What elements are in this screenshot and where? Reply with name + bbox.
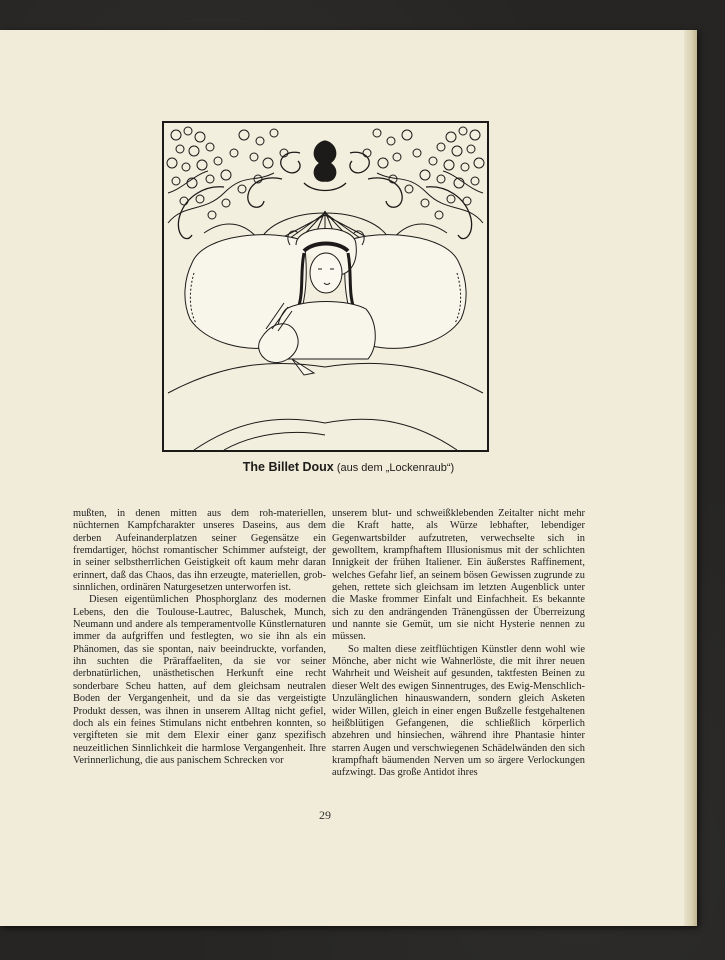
floral-pattern-right — [363, 127, 484, 223]
page-number: 29 — [319, 808, 331, 822]
bed-cover — [168, 363, 483, 450]
paragraph: Diesen eigentümlichen Phosphorglanz des modernen Lebens, den die Toulouse-Lautrec, Baluschek, Munch, Neumann und andere als temperamentvolle Künstlernaturen immer da aufgriffen und festlegten, wo sie ihn als ein Phänomen, das sie spontan, naiv beeindruckte, vorfanden, ihn suchten die Präraffaeliten, da sie vor seiner derbnatürlichen, unästhetischen Herkunft eine recht sonderbare Scheu hatten, auf dem gleichsam neutralen Boden der Vergangenheit, und da sie das vergeistigte Produkt dessen, was ihnen in unserem Alltag nicht gefiel, doch als ein feines Stimulans nicht entbehren konnten, so vergifteten sie mit dem Elexir einer ganz spezifisch neuzeitlichen Sinnlichkeit die harmlose Vergangenheit. Ihre Verinnerlichung, die aus panischem Schrecken vor — [73, 594, 326, 766]
caption-title: The Billet Doux — [242, 460, 334, 474]
figure-caption — [0, 460, 697, 474]
paragraph: So malten diese zeitflüchtigen Künstler denn wohl wie Mönche, aber nicht wie Wahnerlöste, die mit ihrer neuen Wahrheit und Weisheit auf gesunden, taktfesten Beinen zu dieser Welt des ewigen Sinnentruges, des Ewig-Menschlich-Unzulänglichen hinauswandern, sondern gleich Asketen wider Willen, gleich in einer engen Bußzelle festgehaltenen heißblütigen Gefangenen, die schließlich körperlich abzehren und hinsiechen, während ihre Phantasie hinter starren Augen und verschwiegenen Schädelwänden den sich krampfhaft bäumenden Nerven um so ärgere Verlockungen aufzwingt. Das große Antidot ihres — [332, 643, 585, 779]
caption-source: (aus dem „Lockenraub“) — [336, 462, 455, 474]
text-column-right — [332, 508, 585, 780]
page-edge — [684, 30, 697, 926]
illustration-drawing — [164, 123, 487, 450]
paragraph: unserem blut- und schweißklebenden Zeitalter nicht mehr die Kraft hatte, als Würze lebhafter, lebendiger Gegenwartsbilder aufzutreten, verwechselte sich in gewolltem, krampfhaftem Illusionismus mit der schlichten Innigkeit der frühen Italiener. Ein äußerstes Raffinement, welches Gefahr lief, an seinem bösen Gewissen zugrunde zu gehen, rettete sich gleichsam im letzten Augenblick unter die Maske frommer Einfalt und Einfachheit. Es bekannte sich zu den andrängenden Tränengüssen der Überreizung und nannte sie Gemüt, um sie nicht Hysterie nennen zu müssen. — [332, 508, 585, 643]
text-column-left — [73, 508, 326, 767]
paragraph: mußten, in denen mitten aus dem roh-materiellen, nüchternen Kampfcharakter unseres Daseins, aus dem derben Aufeinanderplatzen seiner Gegensätze ein fremdartiger, höchst romantischer Schimmer aufsteigt, der in seiner selbstherrlichen Geistigkeit oft kaum mehr daran erinnert, daß das Chaos, das ihn erzeugte, materiellen, grob-sinnlichen, ordinären Naturgesetzen unterworfen ist. — [73, 508, 326, 594]
floral-pattern-left — [167, 127, 288, 223]
illustration-billet-doux — [162, 121, 489, 452]
